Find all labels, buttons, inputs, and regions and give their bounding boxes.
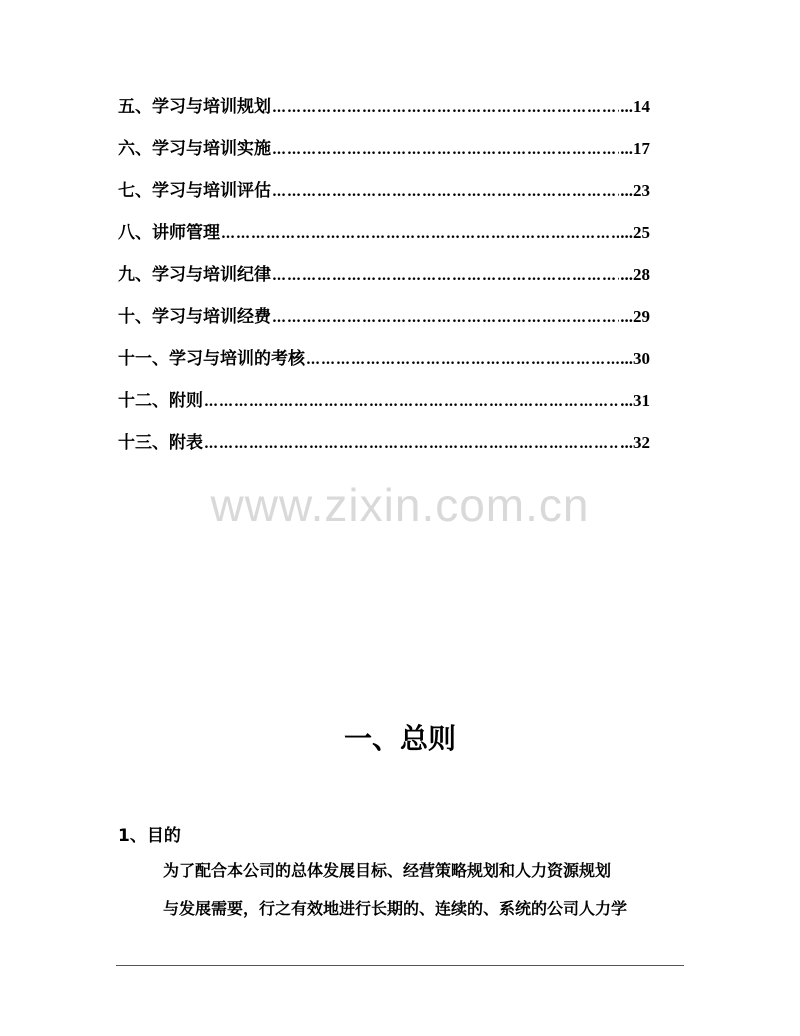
toc-entry-page: ...23	[620, 181, 650, 200]
toc-entry[interactable]	[118, 386, 650, 428]
toc-leader-dots	[204, 436, 619, 452]
toc-entry-title: 十、学习与培训经费	[118, 307, 271, 327]
toc-entry-page: ...30	[620, 349, 650, 368]
section-title: 一、总则	[343, 722, 456, 755]
toc-entry-page: ...14	[620, 97, 650, 116]
watermark: www.zixin.com.cn	[210, 479, 590, 531]
toc-entry-title: 九、学习与培训纪律	[118, 265, 271, 285]
toc-leader-dots	[272, 100, 619, 116]
toc-leader-dots	[204, 394, 619, 410]
toc-entry[interactable]	[118, 344, 650, 386]
toc-entry-title: 八、讲师管理	[118, 223, 220, 243]
toc-entry-page: ...31	[620, 391, 650, 410]
toc-entry[interactable]	[118, 218, 650, 260]
toc-entry[interactable]	[118, 92, 650, 134]
toc-leader-dots	[272, 310, 619, 326]
body-paragraph	[163, 856, 693, 932]
toc-entry[interactable]	[118, 134, 650, 176]
paragraph-line: 为了配合本公司的总体发展目标、经营策略规划和人力资源规划	[163, 861, 612, 880]
toc-leader-dots	[272, 142, 619, 158]
toc-entry-title: 十三、附表	[118, 433, 203, 453]
toc-entry-title: 十一、学习与培训的考核	[118, 349, 305, 369]
toc-entry-page: ...29	[620, 307, 650, 326]
toc-entry-title: 五、学习与培训规划	[118, 97, 271, 117]
toc-entry-title: 七、学习与培训评估	[118, 181, 271, 201]
toc-entry-title: 六、学习与培训实施	[118, 139, 271, 159]
toc-entry[interactable]	[118, 302, 650, 344]
toc-entry-page: ...17	[620, 139, 650, 158]
toc-leader-dots	[272, 268, 619, 284]
toc-entry-page: ...32	[620, 433, 650, 452]
toc-entry[interactable]	[118, 428, 650, 470]
paragraph-line: 与发展需要，行之有效地进行长期的、连续的、系统的公司人力学	[163, 899, 628, 918]
subsection-heading: 1、目的	[118, 826, 181, 846]
toc-leader-dots	[272, 184, 619, 200]
toc-leader-dots	[306, 352, 619, 368]
toc-entry-page: ...25	[620, 223, 650, 242]
toc-entry-title: 十二、附则	[118, 391, 203, 411]
toc-entry[interactable]	[118, 176, 650, 218]
toc-entry-page: ...28	[620, 265, 650, 284]
table-of-contents	[118, 92, 650, 470]
footer-divider	[116, 965, 684, 966]
toc-leader-dots	[221, 226, 619, 242]
toc-entry[interactable]	[118, 260, 650, 302]
